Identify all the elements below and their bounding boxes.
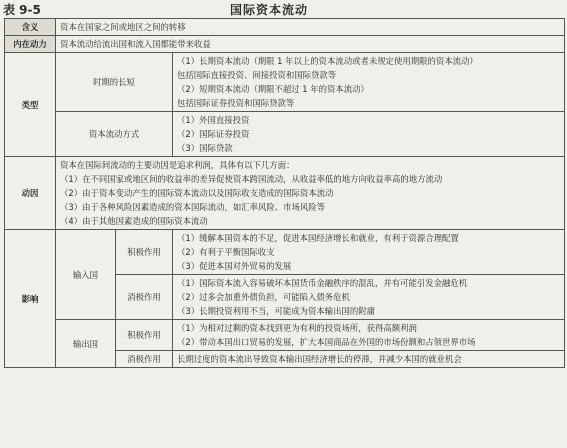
row-causes (5, 157, 565, 230)
motive-text: 资本流动给流出国和流入国都能带来收益 (56, 36, 565, 53)
inflow-label: 输入国 (56, 230, 116, 320)
outflow-label: 输出国 (56, 320, 116, 368)
inflow-positive-line: （1）缓解本国资本的不足，促进本国经济增长和就业，有利于资源合理配置 (177, 233, 459, 243)
causes-line: （2）由于资本变动产生的国际资本流动以及国际收支造成的国际资本流动 (60, 188, 334, 198)
term-line: （2）短期资本流动（期限不超过 1 年的资本流动） (177, 84, 369, 94)
row-types-term (5, 53, 565, 112)
impact-label: 影响 (5, 230, 56, 368)
causes-label: 动因 (5, 157, 56, 230)
table-number: 表 9-5 (3, 3, 41, 17)
term-cell (173, 53, 565, 112)
table-header (0, 0, 567, 20)
term-line: （1）长期资本流动（期限 1 年以上的资本流动或者未规定使用期限的资本流动） (177, 56, 478, 66)
inflow-negative-line: （2）过多会加重外债负担，可能陷入债务危机 (177, 292, 350, 302)
inflow-negative-cell (173, 275, 565, 320)
term-line: 包括国际证券投资和国际贷款等 (177, 98, 295, 108)
mode-line: （1）外国直接投资 (177, 115, 250, 125)
inflow-positive-line: （2）有利于平衡国际收支 (177, 247, 275, 257)
types-label: 类型 (5, 53, 56, 157)
outflow-negative-cell (173, 351, 565, 368)
outflow-positive-label: 积极作用 (116, 320, 173, 351)
outflow-negative-line: 长期过度的资本流出导致资本输出国经济增长的停滞，并减少本国的就业机会 (177, 354, 462, 364)
causes-line: （1）在不同国家或地区间的收益率的差异促使资本跨国流动，从收益率低的地方向收益率高的地方流动 (60, 174, 443, 184)
outflow-positive-line: （2）带动本国出口贸易的发展，扩大本国商品在外国的市场份额和占领世界市场 (177, 337, 476, 347)
inflow-positive-label: 积极作用 (116, 230, 173, 275)
row-inflow-positive (5, 230, 565, 275)
row-types-mode (5, 112, 565, 157)
outflow-positive-cell (173, 320, 565, 351)
inflow-negative-line: （1）国际资本流入容易破坏本国货币金融秩序的混乱，并有可能引发金融危机 (177, 278, 468, 288)
meaning-text: 资本在国家之间或地区之间的转移 (56, 19, 565, 36)
row-meaning (5, 19, 565, 36)
meaning-label: 含义 (5, 19, 56, 36)
causes-line: （3）由于各种风险因素造成的资本国际流动，如汇率风险、市场风险等 (60, 202, 325, 212)
causes-line: （4）由于其他因素造成的国际资本流动 (60, 216, 208, 226)
causes-cell (56, 157, 565, 230)
term-line: 包括国际直接投资、间接投资和国际贷款等 (177, 70, 337, 80)
inflow-positive-line: （3）促进本国对外贸易的发展 (177, 261, 292, 271)
capital-flow-table (4, 18, 565, 368)
row-outflow-positive (5, 320, 565, 351)
term-label: 时期的长短 (56, 53, 173, 112)
inflow-negative-label: 消极作用 (116, 275, 173, 320)
outflow-positive-line: （1）为相对过剩的资本找到更为有利的投资场所，获得高额利润 (177, 323, 417, 333)
mode-line: （3）国际贷款 (177, 143, 233, 153)
causes-line: 资本在国际间流动的主要动因是追求利润，具体有以下几方面： (60, 160, 295, 170)
mode-label: 资本流动方式 (56, 112, 173, 157)
outflow-negative-label: 消极作用 (116, 351, 173, 368)
mode-line: （2）国际证券投资 (177, 129, 250, 139)
row-motive (5, 36, 565, 53)
inflow-negative-line: （3）长期投资利用不当，可能成为资本输出国的附庸 (177, 306, 375, 316)
table-title: 国际资本流动 (230, 3, 309, 17)
motive-label: 内在动力 (5, 36, 56, 53)
inflow-positive-cell (173, 230, 565, 275)
mode-cell (173, 112, 565, 157)
